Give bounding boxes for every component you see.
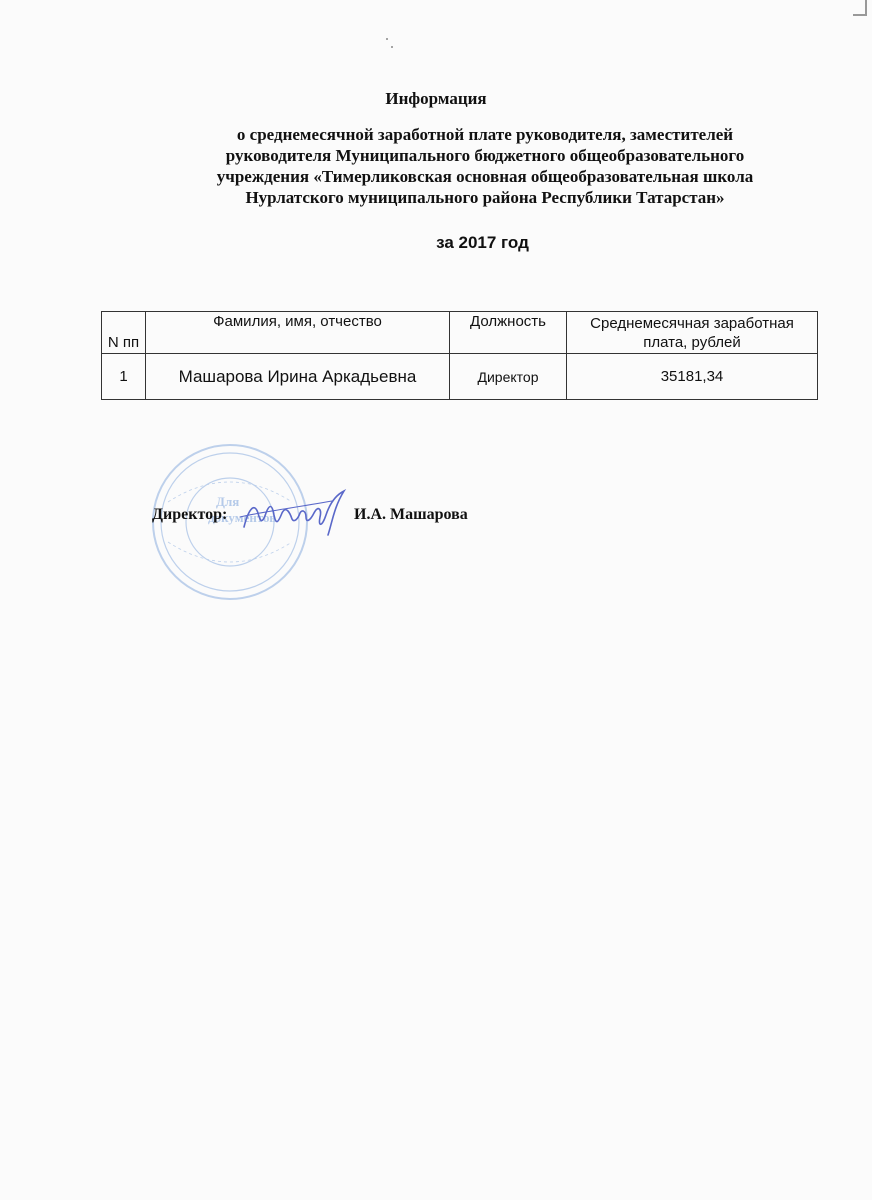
header-salary: Среднемесячная заработная плата, рублей [567, 312, 818, 354]
table-row [102, 354, 818, 400]
document-title: Информация [385, 89, 487, 108]
cell-salary: 35181,34 [567, 354, 818, 400]
subtitle-line: Нурлатского муниципального района Республики Татарстан» [245, 188, 725, 207]
subtitle-line: руководителя Муниципального бюджетного общеобразовательного [225, 146, 745, 165]
salary-table [101, 311, 818, 400]
header-position: Должность [450, 312, 567, 354]
cell-number: 1 [102, 354, 146, 400]
document-subtitle [100, 124, 870, 208]
scan-corner-mark [853, 0, 867, 16]
header-number [102, 312, 146, 354]
scan-speck [386, 38, 388, 40]
header-number-label: N пп [107, 334, 140, 351]
header-full-name: Фамилия, имя, отчество [146, 312, 450, 354]
cell-full-name: Машарова Ирина Аркадьевна [146, 354, 450, 400]
subtitle-line: учреждения «Тимерликовская основная общеобразовательная школа [216, 167, 754, 186]
signature-label: Директор: [152, 506, 228, 523]
svg-text:Для: Для [216, 494, 240, 509]
cell-position: Директор [450, 354, 567, 400]
subtitle-line: о среднемесячной заработной плате руководителя, заместителей [236, 125, 734, 144]
scan-speck [391, 46, 393, 48]
svg-text:документов: документов [208, 510, 277, 525]
table-header-row [102, 312, 818, 354]
signer-name: И.А. Машарова [354, 506, 468, 523]
handwritten-signature [236, 483, 351, 543]
report-period: за 2017 год [436, 233, 529, 252]
